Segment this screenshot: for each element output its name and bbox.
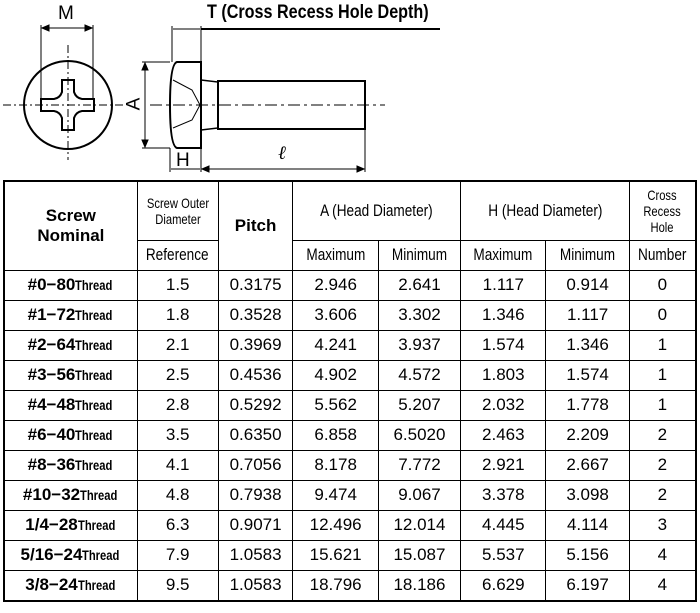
cell-recess-number: 2 — [629, 480, 696, 510]
nominal-size: #10−32 — [22, 485, 81, 504]
header-reference: Reference — [137, 240, 218, 270]
cell-diameter: 4.1 — [137, 450, 218, 480]
header-a-head-diameter: A (Head Diameter) — [293, 181, 461, 240]
cell-pitch: 0.5292 — [218, 390, 293, 420]
cell-recess-number: 2 — [629, 420, 696, 450]
table-row — [4, 510, 696, 540]
cell-a-min: 7.772 — [378, 450, 460, 480]
cell-h-min: 1.574 — [546, 360, 629, 390]
nominal-size: 1/4−28 — [25, 515, 78, 534]
cell-h-max: 1.346 — [461, 300, 546, 330]
cell-nominal — [4, 450, 137, 480]
cell-diameter: 2.5 — [137, 360, 218, 390]
cell-h-max: 4.445 — [461, 510, 546, 540]
cell-h-min: 2.667 — [546, 450, 629, 480]
cell-nominal — [4, 540, 137, 570]
table-row — [4, 570, 696, 601]
cell-a-max: 6.858 — [293, 420, 378, 450]
dimension-label-m: M — [58, 3, 74, 24]
cell-a-max: 4.241 — [293, 330, 378, 360]
thread-label: Thread — [75, 367, 113, 383]
cell-a-max: 5.562 — [293, 390, 378, 420]
cell-a-min: 12.014 — [378, 510, 460, 540]
cell-diameter: 4.8 — [137, 480, 218, 510]
nominal-size: #8−36 — [27, 455, 76, 474]
cell-h-min: 5.156 — [546, 540, 629, 570]
cell-a-max: 9.474 — [293, 480, 378, 510]
cell-nominal — [4, 480, 137, 510]
table-row — [4, 420, 696, 450]
nominal-size: #2−64 — [27, 335, 76, 354]
cell-h-min: 1.778 — [546, 390, 629, 420]
cell-nominal — [4, 270, 137, 300]
thread-label: Thread — [75, 457, 113, 473]
cell-h-min: 3.098 — [546, 480, 629, 510]
dimension-label-a: A — [123, 97, 145, 111]
cell-nominal — [4, 330, 137, 360]
cell-recess-number: 0 — [629, 300, 696, 330]
cell-diameter: 1.8 — [137, 300, 218, 330]
cell-recess-number: 1 — [629, 390, 696, 420]
cell-a-min: 4.572 — [378, 360, 460, 390]
thread-label: Thread — [75, 277, 113, 293]
table-row — [4, 480, 696, 510]
cell-a-max: 2.946 — [293, 270, 378, 300]
cell-h-max: 2.463 — [461, 420, 546, 450]
cell-h-max: 1.574 — [461, 330, 546, 360]
table-row — [4, 300, 696, 330]
cell-recess-number: 1 — [629, 360, 696, 390]
cell-h-min: 4.114 — [546, 510, 629, 540]
cell-pitch: 1.0583 — [218, 540, 293, 570]
cell-h-max: 6.629 — [461, 570, 546, 601]
header-outer-diameter: Screw Outer Diameter — [137, 181, 218, 240]
table-row — [4, 330, 696, 360]
table-row — [4, 390, 696, 420]
cell-recess-number: 1 — [629, 330, 696, 360]
cell-h-max: 1.803 — [461, 360, 546, 390]
cell-recess-number: 3 — [629, 510, 696, 540]
screw-spec-table — [3, 180, 697, 602]
screw-drawing — [0, 0, 700, 180]
cell-a-min: 3.937 — [378, 330, 460, 360]
cell-pitch: 0.3969 — [218, 330, 293, 360]
cell-a-max: 3.606 — [293, 300, 378, 330]
cell-diameter: 9.5 — [137, 570, 218, 601]
thread-label: Thread — [77, 577, 116, 593]
cell-h-min: 1.346 — [546, 330, 629, 360]
cell-pitch: 0.4536 — [218, 360, 293, 390]
cell-diameter: 7.9 — [137, 540, 218, 570]
cell-h-min: 6.197 — [546, 570, 629, 601]
nominal-size: #4−48 — [27, 395, 76, 414]
cell-nominal — [4, 570, 137, 601]
cross-recess-depth-title: T (Cross Recess Hole Depth) — [207, 2, 429, 23]
table-row — [4, 450, 696, 480]
cell-h-max: 2.921 — [461, 450, 546, 480]
cell-h-min: 2.209 — [546, 420, 629, 450]
cell-a-min: 18.186 — [378, 570, 460, 601]
dimension-label-h: H — [176, 150, 190, 171]
cell-nominal — [4, 420, 137, 450]
cell-a-max: 8.178 — [293, 450, 378, 480]
cell-a-max: 15.621 — [293, 540, 378, 570]
dimension-label-length: ℓ — [278, 142, 286, 164]
header-pitch: Pitch — [218, 181, 293, 270]
thread-label: Thread — [75, 427, 113, 443]
cell-diameter: 2.1 — [137, 330, 218, 360]
header-h-maximum: Maximum — [461, 240, 546, 270]
header-cross-recess-hole: Cross Recess Hole — [629, 181, 696, 240]
cell-recess-number: 4 — [629, 570, 696, 601]
header-h-head-diameter: H (Head Diameter) — [461, 181, 630, 240]
screw-dimension-diagram — [0, 0, 700, 180]
cell-pitch: 1.0583 — [218, 570, 293, 601]
cell-a-min: 15.087 — [378, 540, 460, 570]
cell-h-max: 1.117 — [461, 270, 546, 300]
thread-label: Thread — [75, 397, 113, 413]
cell-diameter: 2.8 — [137, 390, 218, 420]
cell-a-max: 18.796 — [293, 570, 378, 601]
cell-h-min: 1.117 — [546, 300, 629, 330]
cell-pitch: 0.6350 — [218, 420, 293, 450]
cell-a-min: 2.641 — [378, 270, 460, 300]
cell-pitch: 0.9071 — [218, 510, 293, 540]
header-a-maximum: Maximum — [293, 240, 378, 270]
thread-label: Thread — [82, 547, 120, 563]
nominal-size: #1−72 — [27, 305, 76, 324]
cell-diameter: 6.3 — [137, 510, 218, 540]
thread-label: Thread — [75, 337, 113, 353]
cell-pitch: 0.7938 — [218, 480, 293, 510]
cell-nominal — [4, 510, 137, 540]
header-a-minimum: Minimum — [378, 240, 460, 270]
cell-nominal — [4, 360, 137, 390]
header-screw-nominal: Screw Nominal — [4, 181, 137, 270]
nominal-size: #6−40 — [27, 425, 76, 444]
cell-h-max: 2.032 — [461, 390, 546, 420]
header-h-minimum: Minimum — [546, 240, 629, 270]
cell-h-max: 3.378 — [461, 480, 546, 510]
cell-nominal — [4, 300, 137, 330]
table-row — [4, 270, 696, 300]
thread-label: Thread — [75, 307, 113, 323]
thread-label: Thread — [77, 517, 116, 533]
cell-a-max: 4.902 — [293, 360, 378, 390]
cell-a-max: 12.496 — [293, 510, 378, 540]
cell-pitch: 0.7056 — [218, 450, 293, 480]
nominal-size: 3/8−24 — [25, 575, 78, 594]
cell-h-max: 5.537 — [461, 540, 546, 570]
cell-a-min: 5.207 — [378, 390, 460, 420]
nominal-size: 5/16−24 — [20, 545, 83, 564]
table-row — [4, 540, 696, 570]
cell-pitch: 0.3175 — [218, 270, 293, 300]
thread-label: Thread — [80, 487, 118, 503]
nominal-size: #3−56 — [27, 365, 76, 384]
table-row — [4, 360, 696, 390]
cell-pitch: 0.3528 — [218, 300, 293, 330]
nominal-size: #0−80 — [27, 275, 76, 294]
cell-a-min: 3.302 — [378, 300, 460, 330]
cell-a-min: 6.5020 — [378, 420, 460, 450]
cell-a-min: 9.067 — [378, 480, 460, 510]
cell-diameter: 1.5 — [137, 270, 218, 300]
cell-recess-number: 4 — [629, 540, 696, 570]
cell-recess-number: 2 — [629, 450, 696, 480]
cell-nominal — [4, 390, 137, 420]
header-number: Number — [629, 240, 696, 270]
cell-recess-number: 0 — [629, 270, 696, 300]
cell-h-min: 0.914 — [546, 270, 629, 300]
cell-diameter: 3.5 — [137, 420, 218, 450]
